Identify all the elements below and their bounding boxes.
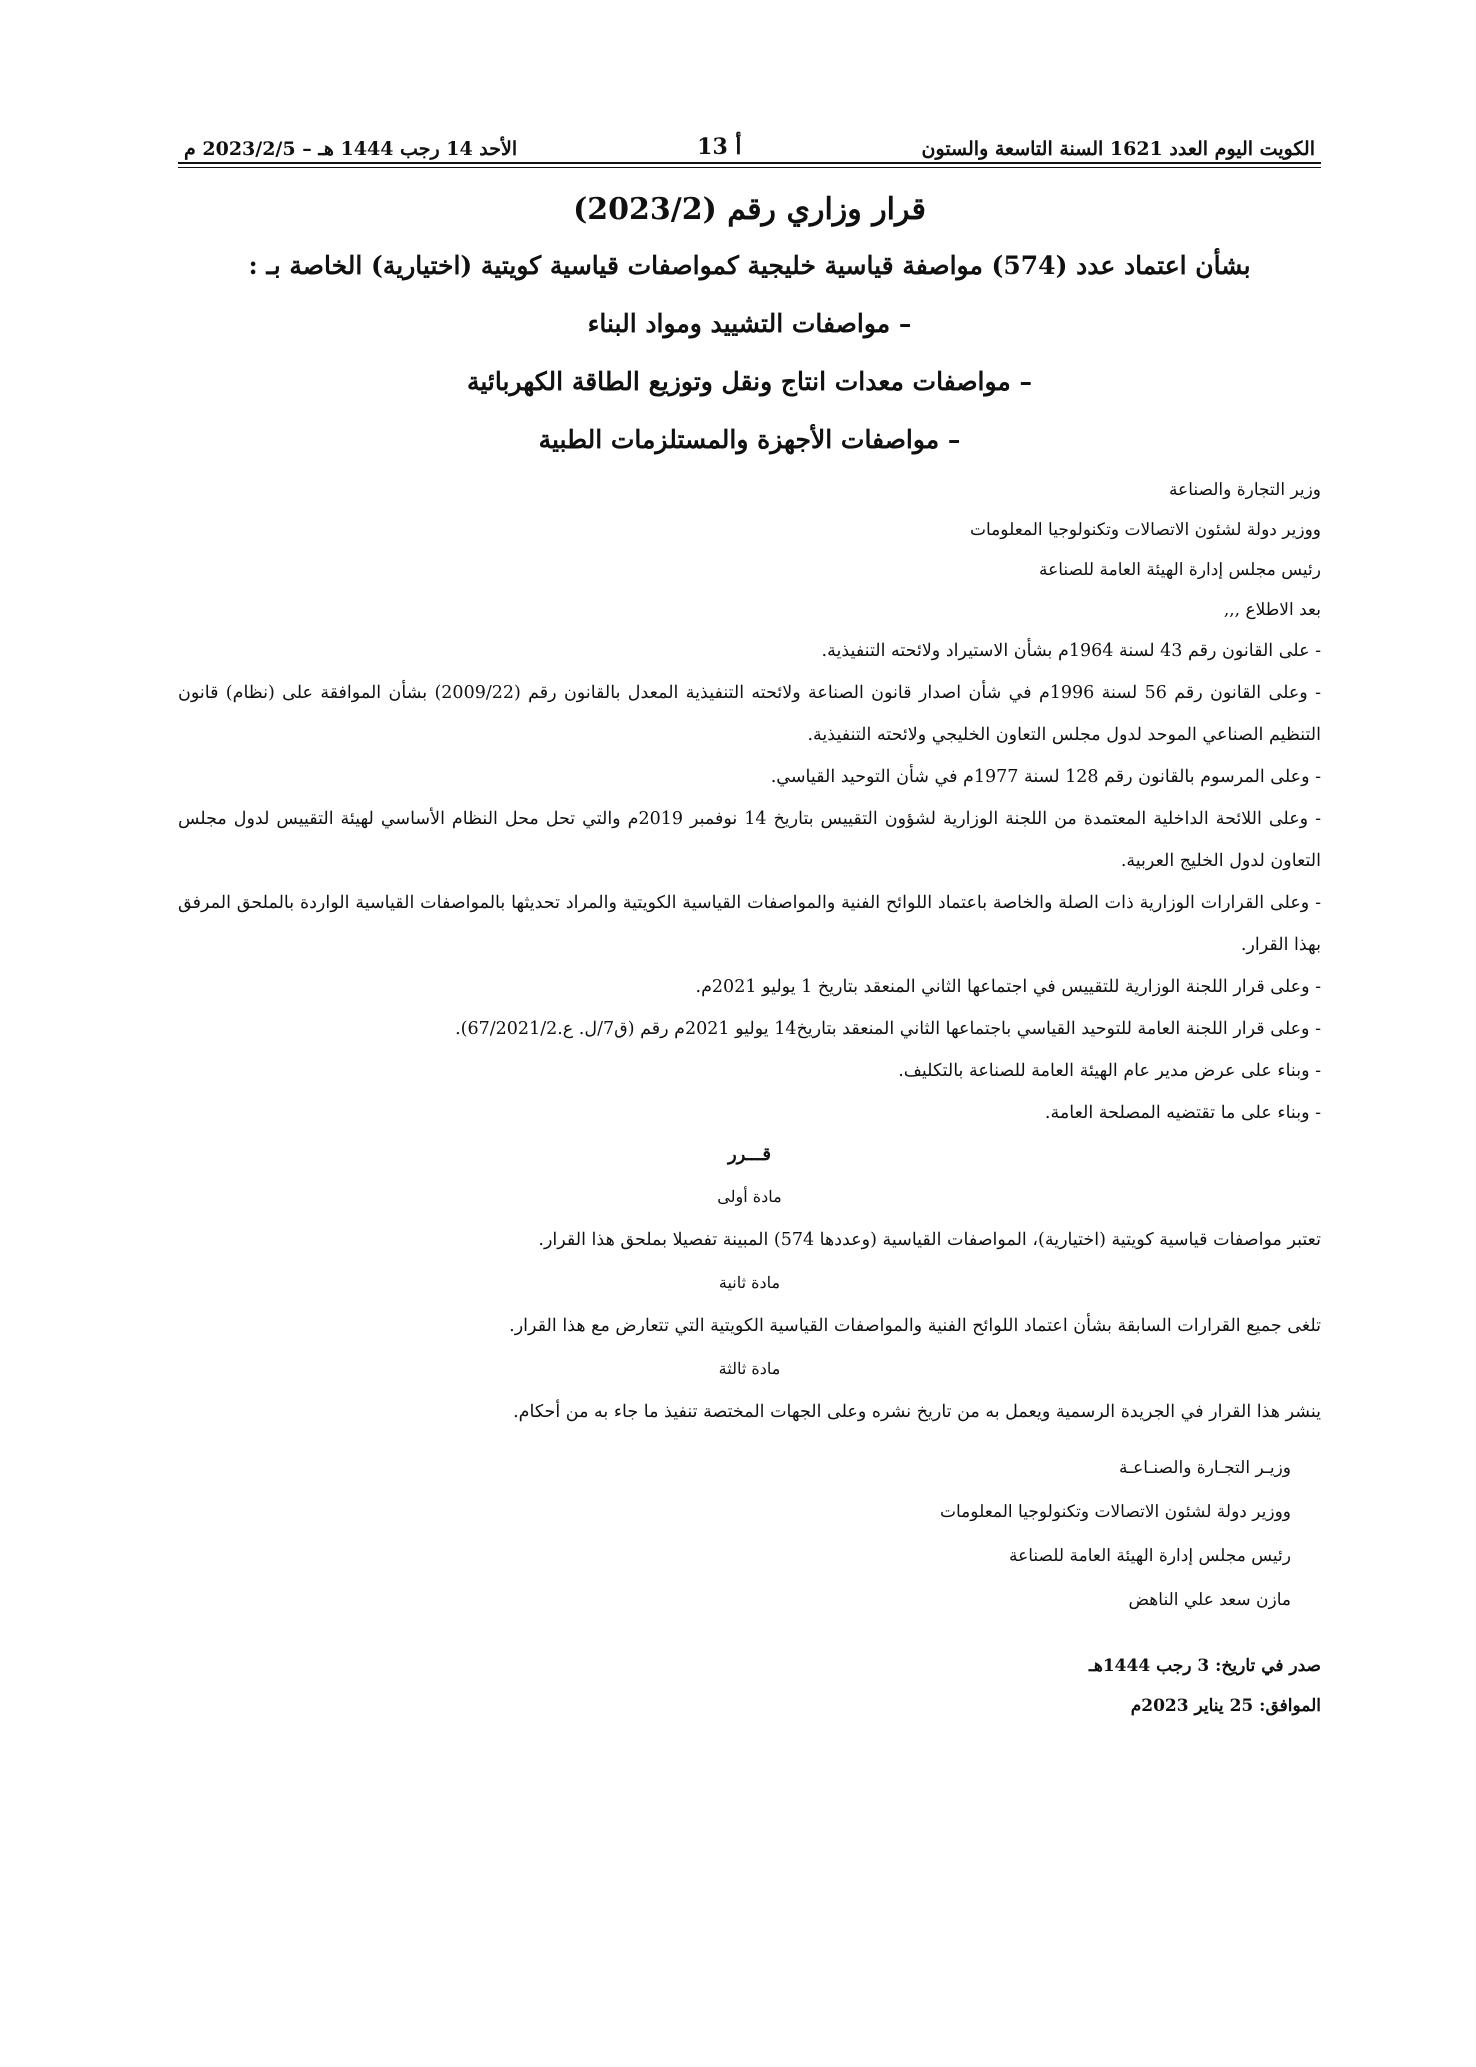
preamble-item: - وعلى قرار اللجنة الوزارية للتقييس في اجتماعها الثاني المنعقد بتاريخ 1 يوليو 2021م. — [695, 977, 1321, 997]
category-medical: – مواصفات الأجهزة والمستلزمات الطبية — [538, 425, 961, 454]
issue-date-hijri: صدر في تاريخ: 3 رجب 1444هـ — [1088, 1656, 1321, 1676]
issuer-line: رئيس مجلس إدارة الهيئة العامة للصناعة — [1038, 560, 1321, 580]
page-header — [178, 116, 1321, 160]
decree-subtitle: بشأن اعتماد عدد (574) مواصفة قياسية خليجية كمواصفات قياسية كويتية (اختيارية) الخاصة بـ : — [248, 251, 1251, 280]
preamble-item: - وعلى القانون رقم 56 لسنة 1996م في شأن اصدار قانون الصناعة ولائحته التنفيذية المعدل بالقانون رقم (2009/22) بشأن الموافقة على (نظام) قانون التنظيم الصناعي الموحد لدول مجلس التعاون الخليجي ولائحته التنفيذية. — [178, 683, 1322, 745]
header-page-number: أ 13 — [697, 134, 742, 160]
header-issue: الكويت اليوم العدد 1621 السنة التاسعة والستون — [921, 138, 1315, 160]
decision-heading: قـــرر — [727, 1144, 772, 1165]
signature-title: ووزير دولة لشئون الاتصالات وتكنولوجيا المعلومات — [940, 1502, 1291, 1522]
article-heading: مادة ثالثة — [718, 1359, 781, 1378]
article-heading: مادة أولى — [717, 1187, 782, 1206]
preamble-item: - وعلى المرسوم بالقانون رقم 128 لسنة 1977م في شأن التوحيد القياسي. — [770, 767, 1321, 787]
issuer-line: ووزير دولة لشئون الاتصالات وتكنولوجيا المعلومات — [970, 520, 1321, 540]
article-text: تلغى جميع القرارات السابقة بشأن اعتماد اللوائح الفنية والمواصفات القياسية الكويتية التي تتعارض مع هذا القرار. — [509, 1316, 1321, 1336]
article-heading: مادة ثانية — [718, 1273, 781, 1292]
issuer-line: وزير التجارة والصناعة — [1168, 480, 1321, 500]
issuer-block — [178, 470, 1321, 630]
preamble-item: - وبناء على عرض مدير عام الهيئة العامة للصناعة بالتكليف. — [898, 1061, 1321, 1081]
preamble-item: - وعلى القرارات الوزارية ذات الصلة والخاصة باعتماد اللوائح الفنية والمواصفات القياسية الكويتية والمراد تحديثها بالمواصفات القياسية الواردة بالملحق المرفق بهذا القرار. — [178, 893, 1321, 955]
article-text: ينشر هذا القرار في الجريدة الرسمية ويعمل به من تاريخ نشره وعلى الجهات المختصة تنفيذ ما جاء به من أحكام. — [513, 1402, 1321, 1422]
signature-title: رئيس مجلس إدارة الهيئة العامة للصناعة — [1008, 1546, 1291, 1566]
issue-date-block — [178, 1646, 1321, 1726]
preamble-item: - على القانون رقم 43 لسنة 1964م بشأن الاستيراد ولائحته التنفيذية. — [821, 641, 1321, 661]
signature-block — [178, 1446, 1321, 1622]
category-electrical: – مواصفات معدات انتاج ونقل وتوزيع الطاقة الكهربائية — [466, 367, 1033, 396]
signature-title: وزيـر التجـارة والصنـاعـة — [1119, 1458, 1291, 1478]
issuer-line: بعد الاطلاع ,,, — [1223, 600, 1321, 620]
header-rule-thin — [178, 167, 1321, 168]
preamble-list — [178, 630, 1321, 1134]
category-construction: – مواصفات التشييد ومواد البناء — [587, 309, 912, 338]
preamble-item: - وعلى قرار اللجنة العامة للتوحيد القياسي باجتماعها الثاني المنعقد بتاريخ14 يوليو 2021م رقم (ق7/ل. ع.67/2021/2). — [455, 1019, 1321, 1039]
article-text: تعتبر مواصفات قياسية كويتية (اختيارية)، المواصفات القياسية (وعددها 574) المبينة تفصيلا بملحق هذا القرار. — [538, 1230, 1321, 1250]
decree-title: قرار وزاري رقم (2023/2) — [573, 192, 926, 227]
header-rule-thick — [178, 162, 1321, 164]
preamble-item: - وعلى اللائحة الداخلية المعتمدة من اللجنة الوزارية لشؤون التقييس بتاريخ 14 نوفمبر 2019م والتي تحل محل النظام الأساسي لهيئة التقييس لدول مجلس التعاون لدول الخليج العربية. — [178, 809, 1321, 871]
issue-date-gregorian: الموافق: 25 يناير 2023م — [1130, 1696, 1321, 1716]
header-date: الأحد 14 رجب 1444 هـ – 2023/2/5 م — [184, 138, 518, 160]
preamble-item: - وبناء على ما تقتضيه المصلحة العامة. — [1044, 1103, 1321, 1123]
signature-name: مازن سعد علي الناهض — [1128, 1590, 1291, 1610]
